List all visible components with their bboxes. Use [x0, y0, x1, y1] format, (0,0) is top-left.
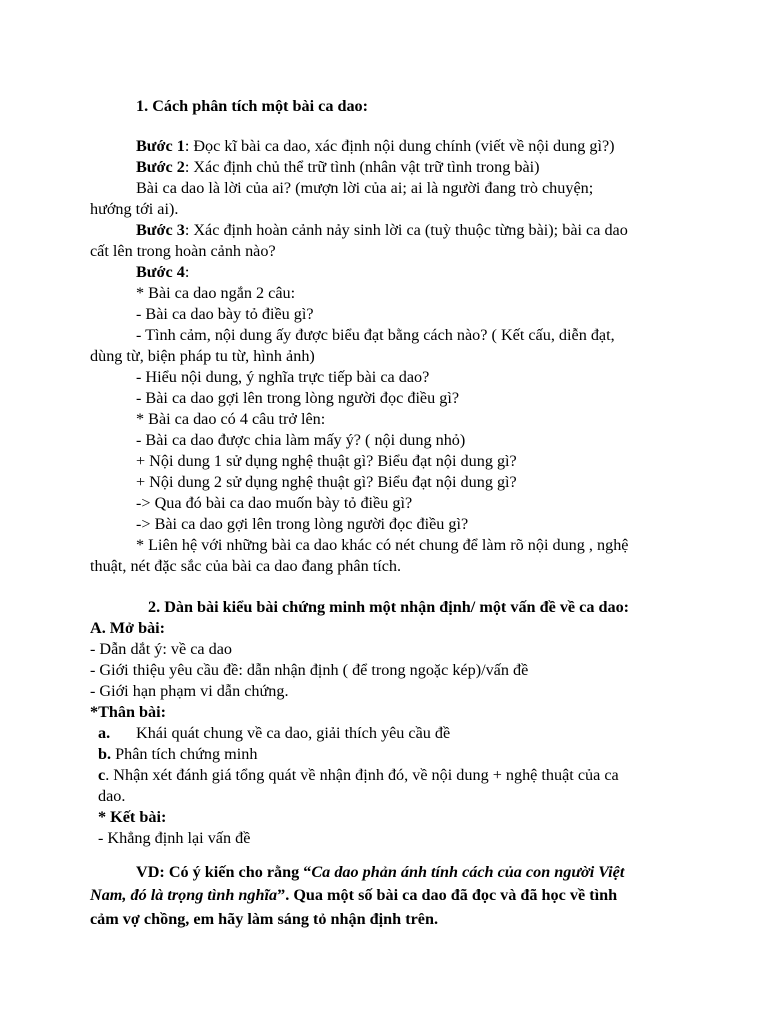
list-item: - Bài ca dao bày tỏ điều gì? [136, 305, 314, 323]
step-2: Bước 2: Xác định chủ thể trữ tình (nhân vật trữ tình trong bài) [136, 158, 540, 176]
list-item: - Hiểu nội dung, ý nghĩa trực tiếp bài ca dao? [136, 368, 430, 386]
step-3-line-2: cất lên trong hoàn cảnh nào? [90, 242, 276, 260]
example-line-3: cảm vợ chồng, em hãy làm sáng tỏ nhận định trên. [90, 910, 439, 928]
step-2-line-2: Bài ca dao là lời của ai? (mượn lời của ai; ai là người đang trò chuyện; [136, 179, 594, 197]
intro-heading: A. Mở bài: [90, 619, 166, 637]
step-4: Bước 4: [136, 263, 190, 281]
body-item-c-line-2: dao. [98, 787, 126, 805]
list-item: + Nội dung 1 sử dụng nghệ thuật gì? Biểu đạt nội dung gì? [136, 452, 517, 470]
body-item-b: b. Phân tích chứng minh [98, 745, 258, 763]
list-item: * Liên hệ với những bài ca dao khác có nét chung để làm rõ nội dung , nghệ [136, 536, 629, 554]
list-item: dùng từ, biện pháp tu từ, hình ảnh) [90, 347, 315, 365]
list-item: - Giới hạn phạm vi dẫn chứng. [90, 682, 289, 700]
body-item-c: c. Nhận xét đánh giá tổng quát về nhận định đó, về nội dung + nghệ thuật của ca [98, 766, 619, 784]
list-item: * Bài ca dao có 4 câu trở lên: [136, 410, 326, 428]
list-item: - Giới thiệu yêu cầu đề: dẫn nhận định ( để trong ngoặc kép)/vấn đề [90, 661, 529, 679]
list-item: thuật, nét đặc sắc của bài ca dao đang phân tích. [90, 557, 402, 575]
step-1: Bước 1: Đọc kĩ bài ca dao, xác định nội dung chính (viết về nội dung gì?) [136, 137, 615, 155]
body-item-a: a. Khái quát chung về ca dao, giải thích yêu cầu đề [98, 724, 451, 742]
body-item-a-label: a. [98, 724, 111, 742]
list-item: -> Qua đó bài ca dao muốn bày tỏ điều gì? [136, 494, 413, 512]
example-line-1: VD: Có ý kiến cho rằng “Ca dao phản ánh tính cách của con người Việt [136, 863, 625, 881]
list-item: - Dẫn dắt ý: về ca dao [90, 640, 233, 658]
list-item: -> Bài ca dao gợi lên trong lòng người đọc điều gì? [136, 515, 469, 533]
list-item: - Khẳng định lại vấn đề [98, 829, 251, 847]
step-3-label: Bước 3 [136, 221, 185, 239]
step-2-label: Bước 2 [136, 158, 185, 176]
list-item: * Bài ca dao ngắn 2 câu: [136, 284, 296, 302]
step-3: Bước 3: Xác định hoàn cảnh nảy sinh lời ca (tuỳ thuộc từng bài); bài ca dao [136, 221, 628, 239]
list-item: + Nội dung 2 sử dụng nghệ thuật gì? Biểu đạt nội dung gì? [136, 473, 517, 491]
step-1-label: Bước 1 [136, 137, 185, 155]
section-1-heading: 1. Cách phân tích một bài ca dao: [136, 97, 369, 115]
list-item: - Bài ca dao gợi lên trong lòng người đọc điều gì? [136, 389, 460, 407]
body-item-c-label: c [98, 766, 106, 784]
list-item: - Bài ca dao được chia làm mấy ý? ( nội dung nhỏ) [136, 431, 466, 449]
step-2-line-3: hướng tới ai). [90, 200, 179, 218]
body-heading: *Thân bài: [90, 703, 167, 721]
list-item: - Tình cảm, nội dung ấy được biểu đạt bằng cách nào? ( Kết cấu, diễn đạt, [136, 326, 615, 344]
example-line-2: Nam, đó là trọng tình nghĩa”. Qua một số bài ca dao đã đọc và đã học về tình [90, 886, 618, 904]
step-4-label: Bước 4 [136, 263, 185, 281]
body-item-b-label: b. [98, 745, 112, 763]
conclusion-heading: * Kết bài: [98, 808, 167, 826]
section-2-heading: 2. Dàn bài kiểu bài chứng minh một nhận định/ một vấn đề về ca dao: [148, 598, 630, 616]
